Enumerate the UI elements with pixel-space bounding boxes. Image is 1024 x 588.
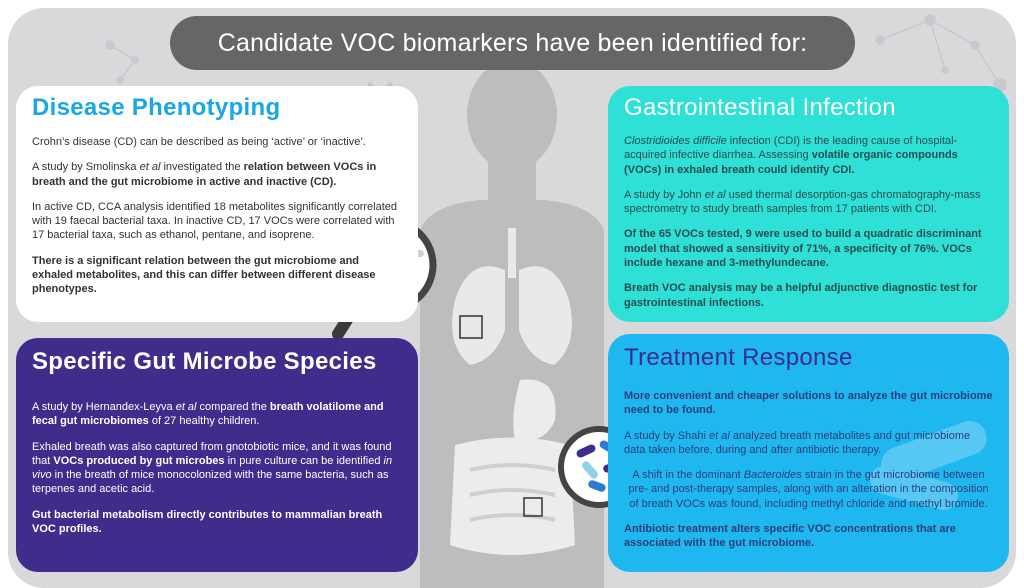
disease-phenotyping-paragraph-1: Crohn’s disease (CD) can be described as being ‘active’ or ‘inactive’. — [32, 136, 366, 148]
text-segment-bold: breath volatilome and fecal gut microbiomes — [32, 401, 384, 428]
text-segment: A shift in the dominant — [632, 469, 744, 482]
text-segment: strain in the gut microbiome between pre- and post-therapy samples, along with an alteration in the composition of breath VOCs was found, including methyl chloride and methyl bromide. — [628, 469, 989, 510]
specific-gut-microbe-heading: Specific Gut Microbe Species — [32, 348, 377, 375]
disease-phenotyping-heading: Disease Phenotyping — [32, 94, 281, 121]
text-segment-bold: Of the 65 VOCs tested, 9 were used to build a quadratic discriminant model that showed a sensitivity of 71%, a specificity of 76%. VOCs include hexane and 3-methylundecane. — [624, 228, 982, 270]
gastrointestinal-infection-card — [608, 86, 1009, 322]
disease-phenotyping-paragraph-3: In active CD, CCA analysis identified 18 metabolites significantly correlated with 19 faecal bacterial taxa. In inactive CD, 17 VOCs were correlated with 17 bacterial taxa, such as ethanol, pentane, and isoprene. — [32, 200, 398, 242]
treatment-response-paragraph-2 — [624, 429, 993, 458]
text-segment: A study by Shahi — [624, 429, 709, 442]
disease-phenotyping-paragraph-2 — [32, 160, 402, 189]
treatment-response-paragraph-3 — [624, 468, 993, 511]
treatment-response-card — [608, 334, 1009, 572]
title-banner — [170, 16, 855, 70]
specific-gut-microbe-paragraph-2 — [32, 440, 402, 497]
disease-phenotyping-card — [16, 86, 418, 322]
page-title: Candidate VOC biomarkers have been identified for: — [217, 28, 808, 57]
specific-gut-microbe-conclusion — [32, 508, 402, 537]
text-segment-bold: More convenient and cheaper solutions to analyze the gut microbiome need to be found. — [624, 390, 993, 417]
specific-gut-microbe-paragraph-1 — [32, 400, 402, 429]
text-segment: in pure culture can be identified — [224, 454, 384, 467]
treatment-response-conclusion — [624, 522, 993, 551]
molecule-icon — [106, 41, 138, 83]
text-segment-bold: Breath VOC analysis may be a helpful adjunctive diagnostic test for gastrointestinal infections. — [624, 282, 978, 309]
text-segment: A study by Smolinska — [32, 161, 140, 174]
text-segment-bold: Antibiotic treatment alters specific VOC concentrations that are associated with the gut microbiome. — [624, 523, 956, 550]
gastrointestinal-paragraph-3 — [624, 227, 993, 270]
specific-gut-microbe-card — [16, 338, 418, 572]
text-segment-italic: et al — [704, 188, 726, 201]
text-segment: infection (CDI) is the leading cause of hospital-acquired infective diarrhea. Assessing — [624, 135, 958, 162]
text-segment: used thermal desorption-gas chromatography-mass spectrometry to study breath samples from 17 patients with CDI. — [624, 188, 981, 216]
treatment-response-paragraph-1 — [624, 389, 993, 418]
gastrointestinal-paragraph-1 — [624, 134, 993, 177]
gastrointestinal-infection-heading: Gastrointestinal Infection — [624, 94, 896, 121]
treatment-response-heading: Treatment Response — [624, 344, 853, 371]
text-segment: investigated the — [160, 161, 244, 174]
text-segment-bold: There is a significant relation between the gut microbiome and exhaled metabolites, and this can differ between different disease phenotypes. — [32, 254, 376, 296]
text-segment-italic: et al — [175, 401, 197, 413]
text-segment: A study by Hernandex-Leyva — [32, 401, 176, 413]
text-segment-bold: Gut bacterial metabolism directly contributes to mammalian breath VOC profiles. — [32, 508, 383, 536]
text-segment: in the breath of mice monocolonized with the same bacteria, such as terpenes and acetic acid. — [32, 469, 389, 496]
disease-phenotyping-conclusion — [32, 254, 402, 297]
molecule-icon — [876, 15, 1006, 91]
text-segment: analyzed breath metabolites and gut microbiome data taken before, during and after antibiotic therapy. — [624, 429, 971, 456]
text-segment-italic: Clostridioides difficile — [624, 135, 727, 147]
text-segment: Exhaled breath was also captured from gnotobiotic mice, and it was found that — [32, 440, 392, 467]
text-segment-italic: in vivo — [32, 454, 393, 482]
text-segment-bold: relation between VOCs in breath and the gut microbiome in active and inactive (CD). — [32, 161, 377, 188]
text-segment-bold: volatile organic compounds (VOCs) in exhaled breath could identify CDI. — [624, 149, 958, 176]
gastrointestinal-paragraph-2 — [624, 188, 993, 217]
text-segment: compared the — [196, 401, 270, 413]
gastrointestinal-conclusion — [624, 281, 993, 310]
text-segment: of 27 healthy children. — [148, 415, 260, 428]
text-segment: A study by John — [624, 188, 705, 201]
text-segment-bold: VOCs produced by gut microbes — [53, 454, 225, 467]
text-segment-italic: Bacteroides — [743, 469, 802, 482]
text-segment-italic: et al — [139, 161, 161, 174]
text-segment-italic: et al — [709, 429, 730, 442]
